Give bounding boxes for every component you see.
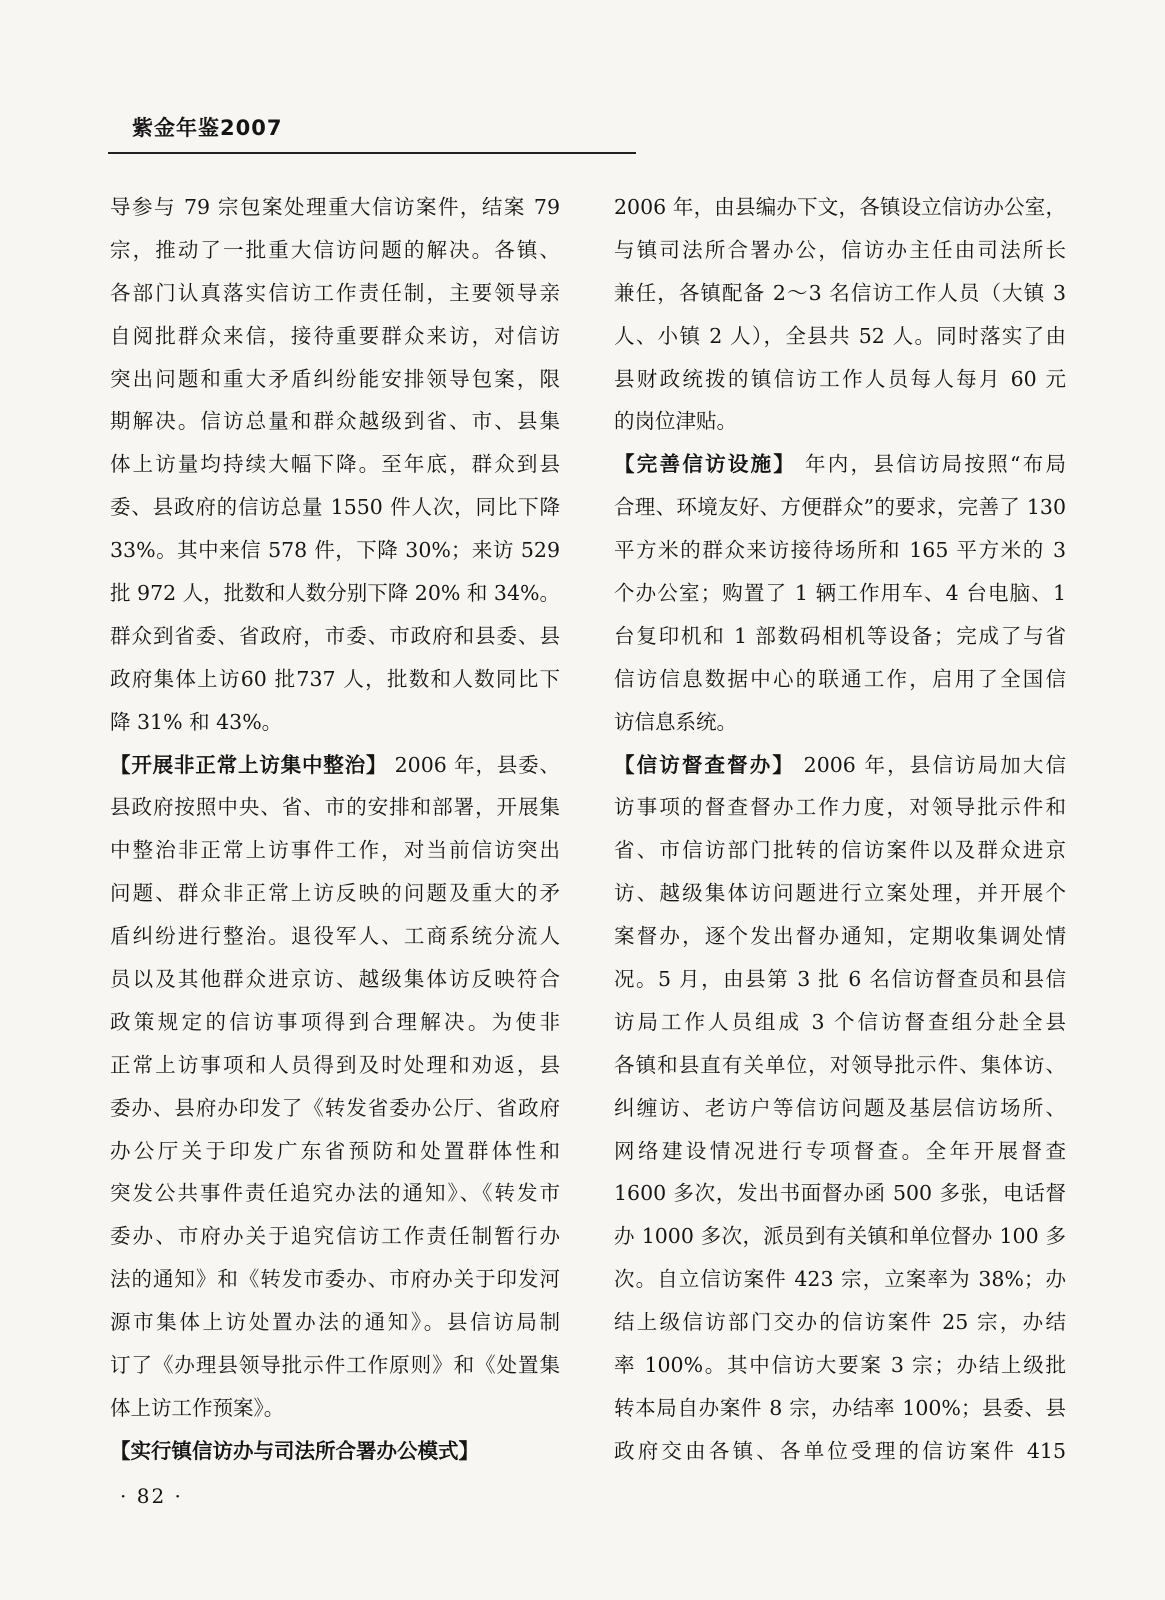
line-text: 率 100%。其中信访大要案 3 宗；办结上级批 <box>614 1353 1066 1378</box>
line-text: 兼任，各镇配备 2～3 名信访工作人员（大镇 3 <box>614 280 1066 305</box>
line-text: 与镇司法所合署办公，信访办主任由司法所长 <box>614 237 1066 262</box>
line-text: 突发公共事件责任追究办法的通知》、《转发市 <box>110 1181 560 1206</box>
text-line <box>614 1430 1066 1473</box>
text-line <box>614 658 1066 701</box>
line-text: 2006 年，由县编办下文，各镇设立信访办公室， <box>614 195 1066 219</box>
line-text: 导参与 79 宗包案处理重大信访案件，结案 79 <box>110 195 560 219</box>
text-line <box>614 915 1066 958</box>
text-line <box>110 1430 560 1473</box>
text-line <box>614 958 1066 1001</box>
line-text: 订了《办理县领导批示件工作原则》和《处置集 <box>110 1353 560 1378</box>
line-text: 自阅批群众来信，接待重要群众来访，对信访 <box>110 323 560 348</box>
text-line <box>614 1130 1066 1173</box>
text-line <box>614 615 1066 658</box>
text-line <box>110 1301 560 1344</box>
text-line <box>110 1387 560 1430</box>
right-text-column <box>614 186 1066 1473</box>
text-line <box>110 1172 560 1215</box>
line-text: 人、小镇 2 人），全县共 52 人。同时落实了由 <box>614 323 1066 348</box>
line-text: 2006 年，县信访局加大信 <box>795 752 1066 777</box>
text-line <box>614 443 1066 486</box>
line-text: 网络建设情况进行专项督查。全年开展督查 <box>614 1138 1066 1163</box>
text-line <box>110 1215 560 1258</box>
text-line <box>110 1344 560 1387</box>
section-heading: 【完善信访设施】 <box>614 452 797 477</box>
text-line <box>110 529 560 572</box>
line-text: 况。5 月，由县第 3 批 6 名信访督查员和县信 <box>614 967 1066 992</box>
line-text: 33%。其中来信 578 件，下降 30%；来访 529 <box>110 538 560 563</box>
line-text: 盾纠纷进行整治。退役军人、工商系统分流人 <box>110 924 560 949</box>
line-text: 年内，县信访局按照“布局 <box>796 452 1066 477</box>
text-line <box>110 229 560 272</box>
text-line <box>110 1087 560 1130</box>
line-text: 中整治非正常上访事件工作，对当前信访突出 <box>110 838 560 863</box>
line-text: 县政府按照中央、省、市的安排和部署，开展集 <box>110 795 560 820</box>
section-heading: 【开展非正常上访集中整治】 <box>110 752 388 777</box>
text-line <box>110 744 560 787</box>
line-text: 正常上访事项和人员得到及时处理和劝返，县 <box>110 1052 560 1077</box>
line-text: 2006 年，县委、 <box>387 752 560 777</box>
line-text: 批 972 人，批数和人数分别下降 20% 和 34%。 <box>110 581 560 606</box>
text-line <box>614 1001 1066 1044</box>
text-line <box>110 786 560 829</box>
running-header-title: 紫金年鉴2007 <box>132 116 283 140</box>
text-line <box>614 1044 1066 1087</box>
line-text: 省、市信访部门批转的信访案件以及群众进京 <box>614 838 1066 863</box>
text-line <box>614 1215 1066 1258</box>
text-line <box>614 186 1066 229</box>
text-line <box>614 272 1066 315</box>
line-text: 体上访量均持续大幅下降。至年底，群众到县 <box>110 452 560 477</box>
text-line <box>614 701 1066 744</box>
line-text: 的岗位津贴。 <box>614 409 737 434</box>
line-text: 源市集体上访处置办法的通知》。县信访局制 <box>110 1310 560 1335</box>
line-text: 政府集体上访60 批737 人，批数和人数同比下 <box>110 666 560 691</box>
section-heading: 【信访督查督办】 <box>614 752 796 777</box>
text-line <box>110 1258 560 1301</box>
line-text: 访事项的督查督办工作力度，对领导批示件和 <box>614 795 1066 820</box>
line-text: 宗，推动了一批重大信访问题的解决。各镇、 <box>110 237 560 262</box>
text-line <box>110 958 560 1001</box>
text-line <box>110 486 560 529</box>
text-line <box>614 572 1066 615</box>
line-text: 问题、群众非正常上访反映的问题及重大的矛 <box>110 881 560 906</box>
line-text: 各部门认真落实信访工作责任制，主要领导亲 <box>110 280 560 305</box>
line-text: 员以及其他群众进京访、越级集体访反映符合 <box>110 967 560 992</box>
header-rule <box>108 152 636 154</box>
text-line <box>110 615 560 658</box>
line-text: 法的通知》和《转发市委办、市府办关于印发河 <box>110 1267 560 1292</box>
text-line <box>110 1001 560 1044</box>
line-text: 信访信息数据中心的联通工作，启用了全国信 <box>614 666 1066 691</box>
line-text: 群众到省委、省政府，市委、市政府和县委、县 <box>110 623 560 648</box>
line-text: 案督办，逐个发出督办通知，定期收集调处情 <box>614 924 1066 949</box>
text-line <box>614 744 1066 787</box>
line-text: 期解决。信访总量和群众越级到省、市、县集 <box>110 409 560 434</box>
text-line <box>614 1387 1066 1430</box>
text-line <box>110 658 560 701</box>
line-text: 次。自立信访案件 423 宗，立案率为 38%；办 <box>614 1267 1066 1292</box>
line-text: 体上访工作预案》。 <box>110 1395 285 1420</box>
text-line <box>614 229 1066 272</box>
line-text: 政策规定的信访事项得到合理解决。为使非 <box>110 1009 560 1034</box>
line-text: 转本局自办案件 8 宗，办结率 100%；县委、县 <box>614 1395 1066 1420</box>
line-text: 政府交由各镇、各单位受理的信访案件 415 <box>614 1438 1066 1463</box>
text-line <box>110 1044 560 1087</box>
text-line <box>614 315 1066 358</box>
line-text: 突出问题和重大矛盾纠纷能安排领导包案，限 <box>110 366 560 391</box>
text-line <box>110 829 560 872</box>
line-text: 平方米的群众来访接待场所和 165 平方米的 3 <box>614 538 1066 563</box>
text-line <box>614 1087 1066 1130</box>
text-line <box>110 572 560 615</box>
line-text: 个办公室；购置了 1 辆工作用车、4 台电脑、1 <box>614 581 1066 606</box>
text-line <box>110 186 560 229</box>
text-line <box>614 1258 1066 1301</box>
page-number: · 82 · <box>120 1484 183 1508</box>
text-line <box>614 1301 1066 1344</box>
text-line <box>110 915 560 958</box>
text-line <box>614 786 1066 829</box>
text-line <box>614 872 1066 915</box>
line-text: 办公厅关于印发广东省预防和处置群体性和 <box>110 1138 560 1163</box>
text-line <box>110 872 560 915</box>
line-text: 台复印机和 1 部数码相机等设备；完成了与省 <box>614 623 1066 648</box>
text-line <box>614 1344 1066 1387</box>
text-line <box>110 701 560 744</box>
text-line <box>110 443 560 486</box>
text-line <box>110 272 560 315</box>
left-text-column <box>110 186 560 1473</box>
text-line <box>614 486 1066 529</box>
text-line <box>110 358 560 401</box>
line-text: 降 31% 和 43%。 <box>110 709 283 734</box>
text-line <box>614 529 1066 572</box>
text-line <box>110 315 560 358</box>
line-text: 访局工作人员组成 3 个信访督查组分赴全县 <box>614 1009 1066 1034</box>
line-text: 1600 多次，发出书面督办函 500 多张，电话督 <box>614 1181 1066 1206</box>
line-text: 办 1000 多次，派员到有关镇和单位督办 100 多 <box>614 1224 1066 1249</box>
text-line <box>614 1172 1066 1215</box>
line-text: 委办、县府办印发了《转发省委办公厅、省政府 <box>110 1095 560 1120</box>
line-text: 结上级信访部门交办的信访案件 25 宗，办结 <box>614 1310 1066 1335</box>
line-text: 县财政统拨的镇信访工作人员每人每月 60 元 <box>614 366 1066 391</box>
section-heading: 【实行镇信访办与司法所合署办公模式】 <box>110 1438 479 1463</box>
line-text: 访信息系统。 <box>614 709 737 734</box>
line-text: 纠缠访、老访户等信访问题及基层信访场所、 <box>614 1095 1066 1120</box>
text-line <box>110 400 560 443</box>
line-text: 合理、环境友好、方便群众”的要求，完善了 130 <box>614 495 1066 520</box>
line-text: 访、越级集体访问题进行立案处理，并开展个 <box>614 881 1066 906</box>
text-line <box>614 829 1066 872</box>
line-text: 委办、市府办关于追究信访工作责任制暂行办 <box>110 1224 560 1249</box>
text-line <box>110 1130 560 1173</box>
text-line <box>614 400 1066 443</box>
line-text: 各镇和县直有关单位，对领导批示件、集体访、 <box>614 1052 1066 1077</box>
text-line <box>614 358 1066 401</box>
line-text: 委、县政府的信访总量 1550 件人次，同比下降 <box>110 495 560 520</box>
